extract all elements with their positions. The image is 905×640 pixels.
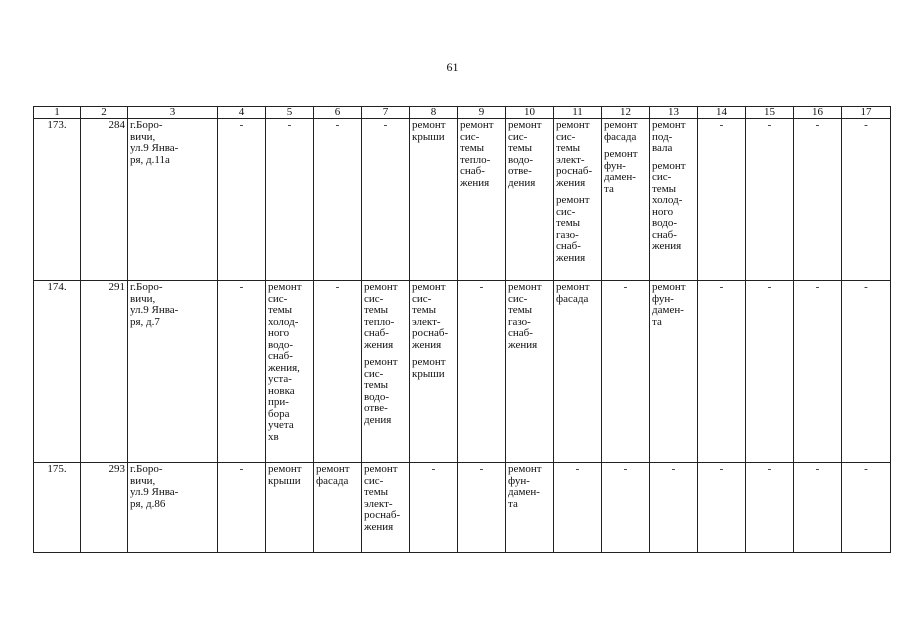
column-header: 17 (842, 107, 891, 119)
table-cell: - (554, 463, 602, 553)
register-table (33, 106, 891, 553)
table-row (34, 281, 891, 463)
table-cell: - (314, 281, 362, 463)
work-item: ремонт фасада (604, 119, 638, 143)
table-cell: - (458, 281, 506, 463)
table-cell (506, 463, 554, 553)
table-cell: - (794, 119, 842, 281)
table-cell: г.Боро- вичи, ул.9 Янва- ря, д.11а (128, 119, 218, 281)
work-item: ремонт фасада (316, 463, 350, 487)
table-row (34, 119, 891, 281)
column-header: 9 (458, 107, 506, 119)
table-cell (266, 463, 314, 553)
table-cell: - (698, 281, 746, 463)
table-cell: 173. (34, 119, 81, 281)
work-item: ремонт сис- темы элект- роснаб- жения (412, 281, 449, 351)
work-item: ремонт под- вала (652, 119, 686, 154)
column-header: 16 (794, 107, 842, 119)
column-header: 3 (128, 107, 218, 119)
table-cell: 175. (34, 463, 81, 553)
table-cell: г.Боро- вичи, ул.9 Янва- ря, д.7 (128, 281, 218, 463)
table-cell (410, 281, 458, 463)
page-number: 61 (446, 60, 459, 74)
work-item: ремонт крыши (412, 119, 446, 143)
table-cell: - (218, 281, 266, 463)
table-row (34, 463, 891, 553)
column-header: 12 (602, 107, 650, 119)
table-cell (602, 119, 650, 281)
work-item: ремонт сис- темы газо- снаб- жения (556, 194, 590, 264)
table-cell: - (746, 463, 794, 553)
table-cell: - (602, 281, 650, 463)
work-item: ремонт крыши (268, 463, 302, 487)
table-cell: - (794, 463, 842, 553)
table-cell: - (362, 119, 410, 281)
table-header (34, 107, 891, 119)
column-header: 8 (410, 107, 458, 119)
table-cell: - (218, 463, 266, 553)
column-header: 15 (746, 107, 794, 119)
table-cell: 293 (81, 463, 128, 553)
column-header: 14 (698, 107, 746, 119)
table-cell: - (842, 281, 891, 463)
table-cell: - (698, 119, 746, 281)
table-cell: - (650, 463, 698, 553)
table-cell: - (794, 281, 842, 463)
table-cell: - (458, 463, 506, 553)
table-cell (362, 463, 410, 553)
table-cell (362, 281, 410, 463)
work-item: ремонт фун- дамен- та (508, 463, 542, 510)
table-cell: 291 (81, 281, 128, 463)
table-cell (314, 463, 362, 553)
work-item: ремонт сис- темы тепло- снаб- жения (460, 119, 494, 189)
table-cell (458, 119, 506, 281)
work-item: ремонт сис- темы элект- роснаб- жения (364, 463, 401, 533)
table-cell: - (218, 119, 266, 281)
table-cell: 284 (81, 119, 128, 281)
table-cell (266, 281, 314, 463)
table-cell: - (698, 463, 746, 553)
column-header: 4 (218, 107, 266, 119)
table-cell: г.Боро- вичи, ул.9 Янва- ря, д.86 (128, 463, 218, 553)
column-header: 11 (554, 107, 602, 119)
work-item: ремонт сис- темы газо- снаб- жения (508, 281, 542, 351)
column-header: 1 (34, 107, 81, 119)
column-header: 13 (650, 107, 698, 119)
work-item: ремонт сис- темы водо- отве- дения (364, 356, 398, 426)
work-item: ремонт сис- темы элект- роснаб- жения (556, 119, 593, 189)
table-cell: 174. (34, 281, 81, 463)
work-item: ремонт фун- дамен- та (652, 281, 686, 328)
column-header: 5 (266, 107, 314, 119)
table-cell: - (842, 119, 891, 281)
work-item: ремонт сис- темы водо- отве- дения (508, 119, 542, 189)
table-cell (554, 119, 602, 281)
table-cell (554, 281, 602, 463)
table-body (34, 119, 891, 553)
table-cell (650, 119, 698, 281)
table-cell: - (314, 119, 362, 281)
table-cell (410, 119, 458, 281)
work-item: ремонт фасада (556, 281, 590, 305)
table-cell: - (266, 119, 314, 281)
table-cell: - (842, 463, 891, 553)
work-item: ремонт сис- темы тепло- снаб- жения (364, 281, 398, 351)
work-item: ремонт сис- темы холод- ного водо- снаб- жения, уста- новка при- бора учета хв (268, 281, 302, 443)
table-cell (506, 281, 554, 463)
table-cell: - (602, 463, 650, 553)
table-cell: - (410, 463, 458, 553)
table-cell: - (746, 119, 794, 281)
table-cell: - (746, 281, 794, 463)
work-item: ремонт крыши (412, 356, 446, 380)
column-header: 2 (81, 107, 128, 119)
column-header: 7 (362, 107, 410, 119)
table-cell (650, 281, 698, 463)
table-cell (506, 119, 554, 281)
column-header: 6 (314, 107, 362, 119)
work-item: ремонт фун- дамен- та (604, 148, 638, 195)
work-item: ремонт сис- темы холод- ного водо- снаб- жения (652, 159, 686, 252)
column-header: 10 (506, 107, 554, 119)
